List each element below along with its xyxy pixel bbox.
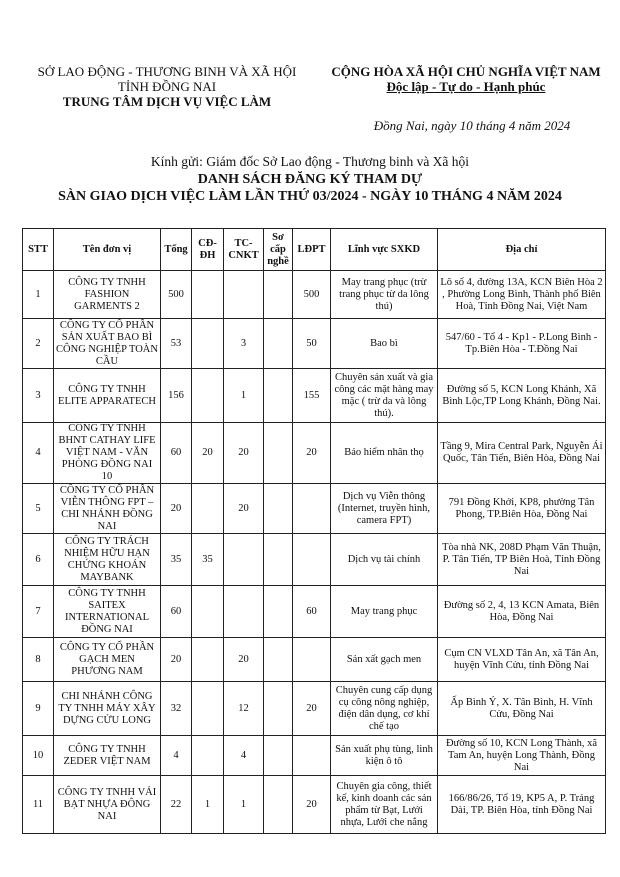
row-address: Tòa nhà NK, 208D Phạm Văn Thuận, P. Tân Tiến, TP Biên Hoà, Tỉnh Đồng Nai [438,534,606,586]
row-elementary [264,586,293,638]
row-address: Cụm CN VLXD Tân An, xã Tân An, huyện Vĩnh Cửu, tỉnh Đồng Nai [438,638,606,682]
row-field: Chuyên gia công, thiết kế, kinh doanh các sản phẩm từ Bạt, Lưới nhựa, Lưới che nắng [331,776,438,834]
row-stt: 5 [23,484,54,534]
table-row [23,319,606,369]
row-labor: 60 [293,586,331,638]
row-address: Lô số 4, đường 13A, KCN Biên Hòa 2 , Phường Long Bình, Thành phố Biên Hoà, Tỉnh Đồng Nai, Việt Nam [438,271,606,319]
row-unit-name: CÔNG TY TNHH SAITEX INTERNATIONAL ĐỒNG NAI [54,586,161,638]
row-address: 166/86/26, Tổ 19, KP5 A, P. Trảng Dài, TP. Biên Hòa, tỉnh Đồng Nai [438,776,606,834]
row-elementary [264,682,293,736]
row-field: May trang phục [331,586,438,638]
row-elementary [264,736,293,776]
row-stt: 11 [23,776,54,834]
row-unit-name: CHI NHÁNH CÔNG TY TNHH MÁY XÂY DỰNG CỬU LONG [54,682,161,736]
row-stt: 1 [23,271,54,319]
row-labor [293,638,331,682]
row-total: 60 [161,423,192,484]
table-row [23,271,606,319]
row-elementary [264,776,293,834]
row-labor: 500 [293,271,331,319]
row-vocational: 1 [224,776,264,834]
row-address: Tầng 9, Mira Central Park, Nguyễn Ái Quốc, Tân Tiến, Biên Hòa, Đồng Nai [438,423,606,484]
row-college [192,369,224,423]
table-row [23,736,606,776]
row-labor [293,534,331,586]
header-college: CĐ-ĐH [192,229,224,271]
header-unit-name: Tên đơn vị [54,229,161,271]
table-row [23,682,606,736]
row-stt: 7 [23,586,54,638]
table-row [23,776,606,834]
national-motto: Độc lập - Tự do - Hạnh phúc [386,79,546,94]
header-elementary: Sơ cấp nghề [264,229,293,271]
row-college: 35 [192,534,224,586]
row-stt: 2 [23,319,54,369]
row-college [192,319,224,369]
row-stt: 10 [23,736,54,776]
header-labor: LĐPT [293,229,331,271]
row-labor: 155 [293,369,331,423]
row-labor [293,484,331,534]
row-college [192,271,224,319]
row-college [192,484,224,534]
row-unit-name: CÔNG TY CỔ PHẦN SẢN XUẤT BAO BÌ CÔNG NGHIỆP TOÀN CẦU [54,319,161,369]
row-address: 791 Đồng Khởi, KP8, phường Tân Phong, TP.Biên Hòa, Đồng Nai [438,484,606,534]
row-stt: 6 [23,534,54,586]
row-field: May trang phục (trừ trang phục từ da lông thú) [331,271,438,319]
row-field: Bảo hiểm nhân thọ [331,423,438,484]
header-address: Địa chỉ [438,229,606,271]
header-total: Tổng [161,229,192,271]
row-address: Đường số 10, KCN Long Thành, xã Tam An, huyện Long Thành, Đồng Nai [438,736,606,776]
national-title: CỘNG HÒA XÃ HỘI CHỦ NGHĨA VIỆT NAM [331,64,601,79]
row-college [192,638,224,682]
row-field: Sản xất gạch men [331,638,438,682]
row-unit-name: CÔNG TY TNHH ELITE APPARATECH [54,369,161,423]
row-field: Chuyên cung cấp dụng cụ công nông nghiệp, điện dân dụng, cơ khí chế tạo [331,682,438,736]
agency-line-1: SỞ LAO ĐỘNG - THƯƠNG BINH VÀ XÃ HỘI [37,64,297,79]
header-stt: STT [23,229,54,271]
row-total: 20 [161,484,192,534]
row-address: Ấp Bình Ý, X. Tân Bình, H. Vĩnh Cửu, Đồng Nai [438,682,606,736]
row-labor: 20 [293,423,331,484]
row-total: 4 [161,736,192,776]
row-field: Chuyên sản xuất và gia công các mặt hàng may mặc ( trừ da và lông thú). [331,369,438,423]
row-labor: 20 [293,776,331,834]
row-stt: 9 [23,682,54,736]
agency-line-2: TỈNH ĐỒNG NAI [117,79,217,94]
document-title: DANH SÁCH ĐĂNG KÝ THAM DỰ [197,172,423,187]
row-total: 32 [161,682,192,736]
row-unit-name: CÔNG TY CỔ PHẦN VIỄN THÔNG FPT – CHI NHÁNH ĐỒNG NAI [54,484,161,534]
table-header-row [23,229,606,271]
table-row [23,638,606,682]
header-vocational: TC-CNKT [224,229,264,271]
row-unit-name: CÔNG TY TNHH VẢI BẠT NHỰA ĐÔNG NAI [54,776,161,834]
row-college [192,682,224,736]
row-total: 35 [161,534,192,586]
row-field: Dịch vụ tài chính [331,534,438,586]
table-row [23,423,606,484]
recipient-line: Kính gửi: Giám đốc Sở Lao động - Thương binh và Xã hội [150,154,470,169]
row-unit-name: CÔNG TY CỔ PHẦN GẠCH MEN PHƯƠNG NAM [54,638,161,682]
row-vocational [224,271,264,319]
row-total: 156 [161,369,192,423]
row-vocational: 20 [224,484,264,534]
row-stt: 8 [23,638,54,682]
row-address: 547/60 - Tổ 4 - Kp1 - P.Long Bình - Tp.Biên Hòa - T.Đồng Nai [438,319,606,369]
row-college: 1 [192,776,224,834]
row-elementary [264,484,293,534]
row-labor: 20 [293,682,331,736]
row-vocational: 20 [224,423,264,484]
row-field: Sản xuất phụ tùng, linh kiện ô tô [331,736,438,776]
header-field: Lĩnh vực SXKD [331,229,438,271]
agency-line-3: TRUNG TÂM DỊCH VỤ VIỆC LÀM [62,94,272,109]
row-vocational: 4 [224,736,264,776]
table-row [23,586,606,638]
row-vocational: 12 [224,682,264,736]
row-elementary [264,423,293,484]
row-vocational: 3 [224,319,264,369]
row-labor [293,736,331,776]
row-unit-name: CÔNG TY TRÁCH NHIỆM HỮU HẠN CHỨNG KHOÁN MAYBANK [54,534,161,586]
row-vocational: 1 [224,369,264,423]
document-date: Đồng Nai, ngày 10 tháng 4 năm 2024 [373,118,571,133]
row-stt: 3 [23,369,54,423]
row-elementary [264,638,293,682]
row-elementary [264,271,293,319]
row-total: 22 [161,776,192,834]
agency-header [22,64,312,109]
table-row [23,484,606,534]
row-elementary [264,534,293,586]
row-elementary [264,369,293,423]
table-row [23,534,606,586]
row-elementary [264,319,293,369]
row-unit-name: CÔNG TY TNHH FASHION GARMENTS 2 [54,271,161,319]
row-college: 20 [192,423,224,484]
row-total: 500 [161,271,192,319]
row-unit-name: CÔNG TY TNHH BHNT CATHAY LIFE VIỆT NAM - VĂN PHÒNG ĐỒNG NAI 10 [54,423,161,484]
row-college [192,736,224,776]
row-total: 60 [161,586,192,638]
table-row [23,369,606,423]
row-vocational [224,586,264,638]
row-vocational [224,534,264,586]
row-labor: 50 [293,319,331,369]
row-address: Đường số 2, 4, 13 KCN Amata, Biên Hòa, Đồng Nai [438,586,606,638]
document-subtitle: SÀN GIAO DỊCH VIỆC LÀM LẦN THỨ 03/2024 - NGÀY 10 THÁNG 4 NĂM 2024 [58,189,562,204]
row-field: Dịch vụ Viễn thông (Internet, truyền hình, camera FPT) [331,484,438,534]
registration-table [22,228,606,834]
row-total: 53 [161,319,192,369]
national-header [316,64,616,94]
row-college [192,586,224,638]
row-vocational: 20 [224,638,264,682]
row-stt: 4 [23,423,54,484]
row-address: Đường số 5, KCN Long Khánh, Xã Bình Lộc,TP Long Khánh, Đồng Nai. [438,369,606,423]
row-unit-name: CÔNG TY TNHH ZEDER VIỆT NAM [54,736,161,776]
row-field: Bao bì [331,319,438,369]
row-total: 20 [161,638,192,682]
